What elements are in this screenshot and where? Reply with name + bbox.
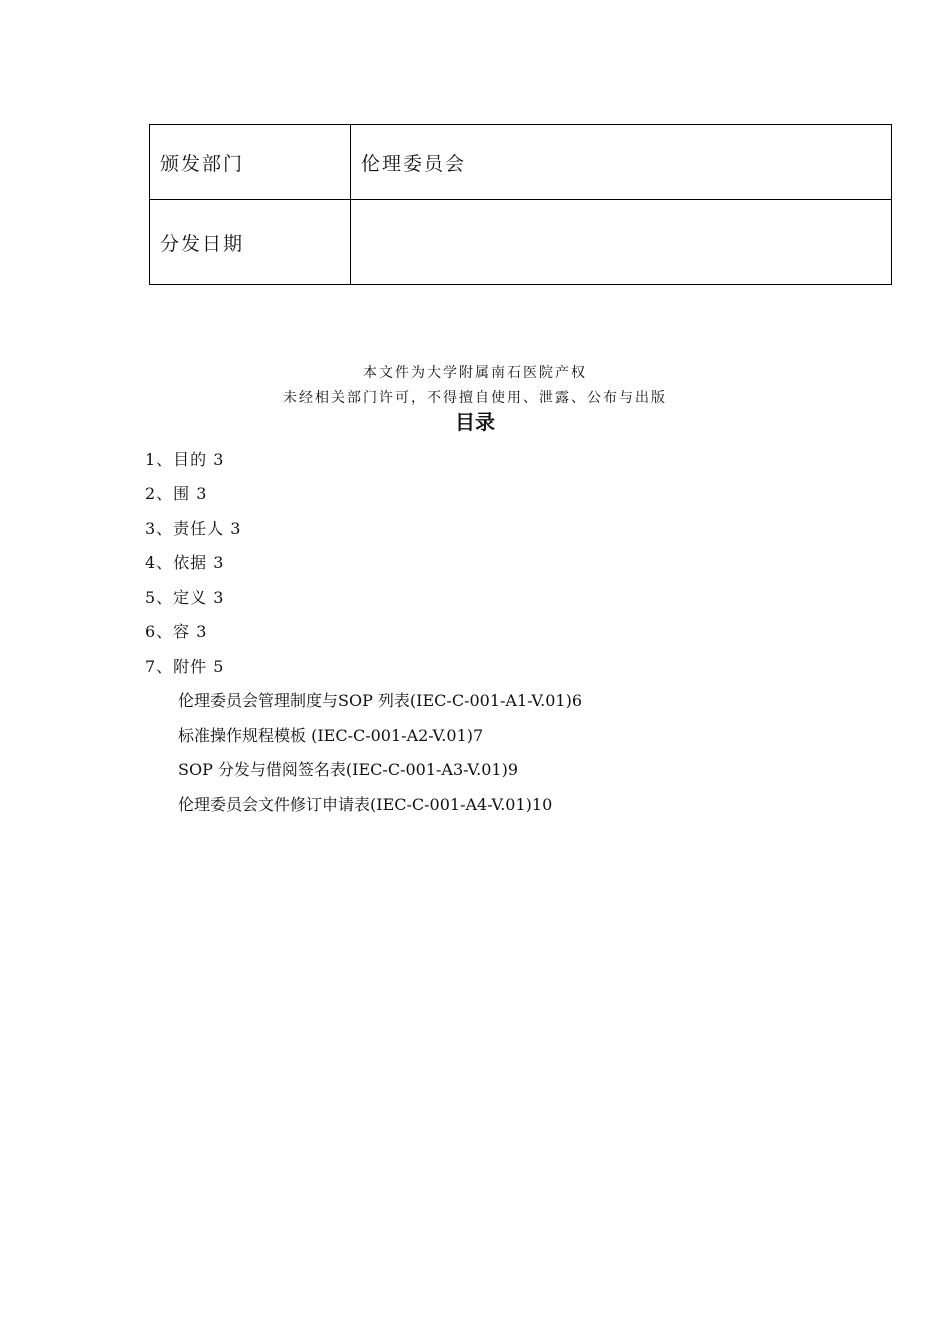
issuing-department-value: 伦理委员会 [351,125,892,200]
toc-item-purpose[interactable]: 1、目的 3 [145,450,225,469]
toc-subitem-sop-list[interactable]: 伦理委员会管理制度与SOP 列表(IEC-C-001-A1-V.01)6 [178,691,583,710]
copyright-notice-line-2: 未经相关部门许可，不得擅自使用、泄露、公布与出版 [283,390,667,406]
toc-item-basis[interactable]: 4、依据 3 [145,553,225,572]
distribution-date-label: 分发日期 [150,200,351,285]
toc-title: 目录 [455,410,495,434]
toc-subitem-distribution-form[interactable]: SOP 分发与借阅签名表(IEC-C-001-A3-V.01)9 [178,760,519,779]
toc-item-definition[interactable]: 5、定义 3 [145,588,225,607]
toc-item-scope[interactable]: 2、围 3 [145,484,208,503]
toc-subitem-sop-template[interactable]: 标准操作规程模板 (IEC-C-001-A2-V.01)7 [178,726,484,745]
toc-item-attachments[interactable]: 7、附件 5 [145,657,225,676]
table-row [150,125,892,200]
copyright-notice-line-1: 本文件为大学附属南石医院产权 [363,365,587,381]
issuing-department-label: 颁发部门 [150,125,351,200]
table-row [150,200,892,285]
toc-subitem-revision-form[interactable]: 伦理委员会文件修订申请表(IEC-C-001-A4-V.01)10 [178,795,553,814]
distribution-date-value [351,200,892,285]
toc-item-content[interactable]: 6、容 3 [145,622,208,641]
document-info-table [149,124,892,285]
toc-item-responsible[interactable]: 3、责任人 3 [145,519,242,538]
